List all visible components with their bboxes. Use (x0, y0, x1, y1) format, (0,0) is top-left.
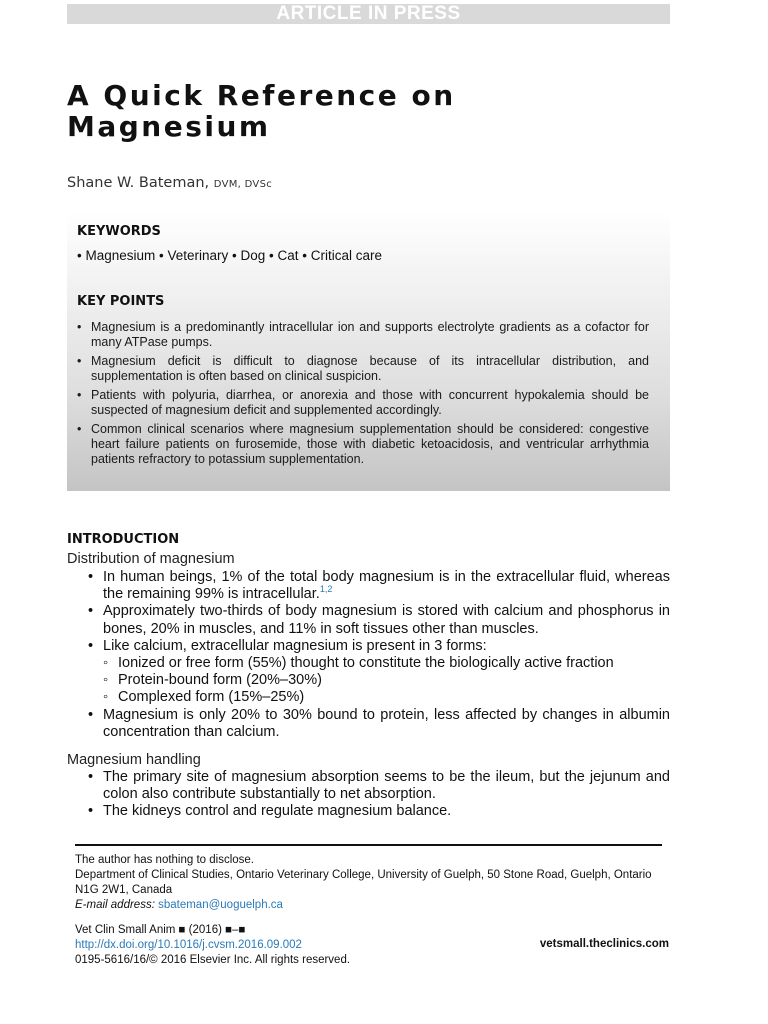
doi-link[interactable]: http://dx.doi.org/10.1016/j.cvsm.2016.09.002 (75, 939, 302, 951)
author-line (67, 175, 272, 191)
disclosure-text: The author has nothing to disclose. (75, 854, 255, 866)
author-credentials: DVM, DVSc (213, 179, 273, 190)
list-item (88, 569, 670, 603)
author-name: Shane W. Bateman, (67, 175, 210, 191)
title-line-1: A Quick Reference on (67, 79, 456, 112)
article-in-press-banner: ARTICLE IN PRESS (67, 4, 670, 24)
distribution-subheading: Distribution of magnesium (67, 551, 235, 567)
key-point-item: • Common clinical scenarios where magnesium supplementation should be considered: congestive heart failure patients on furosemide, those with diabetic ketoacidosis, and ventricular arrhythmia patients refractory to potassium supplementation. (77, 422, 649, 467)
sub-list-item: ◦ Ionized or free form (55%) thought to constitute the biologically active fraction (103, 655, 670, 672)
list-item: • The primary site of magnesium absorption seems to be the ileum, but the jejunum and colon also contribute substantially to net absorption. (88, 769, 670, 803)
footnote-divider (75, 844, 662, 846)
journal-citation: Vet Clin Small Anim ■ (2016) ■–■ (75, 924, 246, 936)
key-point-item: • Patients with polyuria, diarrhea, or anorexia and those with concurrent hypokalemia should be suspected of magnesium deficit and supplemented accordingly. (77, 388, 649, 418)
key-points-heading: KEY POINTS (77, 294, 165, 309)
sub-list (103, 655, 670, 707)
key-point-item: • Magnesium deficit is difficult to diagnose because of its intracellular distribution, and supplementation is often based on clinical suspicion. (77, 354, 649, 384)
list-item: • Magnesium is only 20% to 30% bound to protein, less affected by changes in albumin concentration than calcium. (88, 707, 670, 741)
key-point-item: • Magnesium is a predominantly intracellular ion and supports electrolyte gradients as a cofactor for many ATPase pumps. (77, 320, 649, 350)
list-item: • Approximately two-thirds of body magnesium is stored with calcium and phosphorus in bones, 20% in muscles, and 11% in soft tissues other than muscles. (88, 603, 670, 637)
keywords-keypoints-box (67, 212, 670, 491)
reference-link[interactable]: 1,2 (319, 584, 333, 595)
email-link[interactable]: sbateman@uoguelph.ca (158, 899, 283, 911)
email-label: E-mail address: (75, 899, 155, 911)
list-item-text: Like calcium, extracellular magnesium is present in 3 forms: (103, 637, 487, 654)
affiliation-text: Department of Clinical Studies, Ontario Veterinary College, University of Guelph, 50 Stone Road, Guelph, Ontario N1G 2W1, Canada (75, 869, 652, 896)
handling-subheading: Magnesium handling (67, 752, 201, 768)
list-item-text: In human beings, 1% of the total body magnesium is in the extracellular fluid, whereas the remaining 99% is intracellular. (103, 569, 670, 603)
list-item (88, 638, 670, 707)
distribution-list (88, 569, 670, 741)
key-points-list (77, 320, 649, 471)
email-line (75, 898, 670, 913)
title-line-2: Magnesium (67, 110, 271, 143)
introduction-heading: INTRODUCTION (67, 532, 180, 547)
sub-list-item: ◦ Protein-bound form (20%–30%) (103, 672, 670, 689)
journal-website[interactable]: vetsmall.theclinics.com (539, 938, 669, 950)
copyright-text: 0195-5616/16/© 2016 Elsevier Inc. All rights reserved. (75, 954, 351, 966)
handling-list (88, 769, 670, 821)
sub-list-item: ◦ Complexed form (15%–25%) (103, 689, 670, 706)
article-title (67, 80, 687, 142)
keywords-list: • Magnesium • Veterinary • Dog • Cat • Critical care (77, 248, 382, 263)
keywords-heading: KEYWORDS (77, 224, 161, 239)
footnote (75, 853, 670, 913)
list-item: • The kidneys control and regulate magnesium balance. (88, 803, 670, 820)
